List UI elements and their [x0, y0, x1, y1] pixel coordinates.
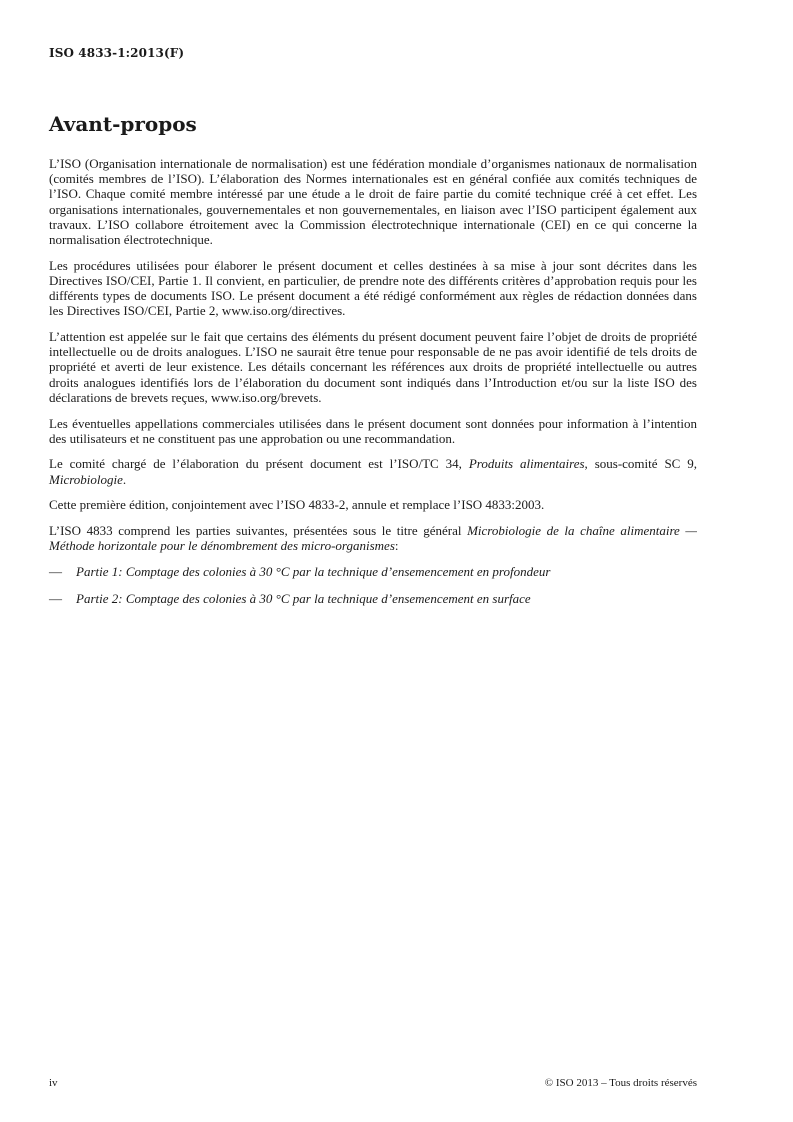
document-id: ISO 4833-1:2013(F) — [49, 46, 185, 60]
list-item — [49, 564, 697, 579]
committee-text: Le comité chargé de l’élaboration du présent document est l’ISO/TC 34, — [49, 456, 469, 472]
paragraph-4: Les éventuelles appellations commerciales utilisées dans le présent document sont données pour information à l’intention des utilisateurs et ne constituent pas une approbation ou une recommandation. — [49, 415, 697, 446]
parts-intro-text: L’ISO 4833 comprend les parties suivantes, présentées sous le titre général — [49, 523, 468, 539]
paragraph-5 — [49, 456, 697, 486]
page-title: Avant-propos — [49, 112, 197, 136]
part-title: Partie 2: Comptage des colonies à 30 °C par la technique d’ensemencement en surface — [76, 591, 531, 607]
paragraph-6: Cette première édition, conjointement avec l’ISO 4833-2, annule et remplace l’ISO 4833:2003. — [49, 497, 545, 513]
page-footer — [49, 1077, 697, 1089]
paragraph-2: Les procédures utilisées pour élaborer le présent document et celles destinées à sa mise à jour sont décrites dans les Directives ISO/CEI, Partie 1. Il convient, en particulier, de prendre note des différents critères d’approbation requis pour les différents types de documents ISO. Le présent document a été rédigé conformément aux règles de rédaction données dans les Directives ISO/CEI, Partie 2, www.iso.org/directives. — [49, 257, 697, 319]
parts-intro-text: : — [394, 538, 399, 554]
committee-text: , sous-comité SC 9, — [584, 456, 698, 472]
committee-name: Produits alimentaires — [468, 456, 585, 472]
foreword-body — [49, 156, 697, 618]
paragraph-1: L’ISO (Organisation internationale de normalisation) est une fédération mondiale d’organismes nationaux de normalisation (comités membres de l’ISO). L’élaboration des Normes internationales est en général confiée aux comités techniques de l’ISO. Chaque comité membre intéressé par une étude a le droit de faire partie du comité technique créé à cet effet. Les organisations internationales, gouvernementales et non gouvernementales, en liaison avec l’ISO participent également aux travaux. L’ISO collabore étroitement avec la Commission électrotechnique internationale (CEI) en ce qui concerne la normalisation électrotechnique. — [49, 156, 697, 248]
paragraph-3: L’attention est appelée sur le fait que certains des éléments du présent document peuvent faire l’objet de droits de propriété intellectuelle ou de droits analogues. L’ISO ne saurait être tenue pour responsable de ne pas avoir identifié de tels droits de propriété et averti de leur existence. Les détails concernant les références aux droits de propriété intellectuelle ou autres droits analogues identifiés lors de l’élaboration du document sont indiqués dans l’Introduction et/ou sur la liste ISO des déclarations de brevets reçues, www.iso.org/brevets. — [49, 329, 697, 405]
dash-bullet: — — [49, 563, 62, 579]
paragraph-7 — [49, 523, 697, 553]
general-title: Microbiologie de la chaîne alimentaire — Méthode horizontale pour le dénombrement des micro-organismes — [49, 523, 697, 554]
page-number: iv — [49, 1077, 58, 1089]
list-item — [49, 591, 697, 606]
part-title: Partie 1: Comptage des colonies à 30 °C par la technique d’ensemencement en profondeur — [76, 563, 551, 579]
committee-text: . — [122, 471, 127, 487]
copyright-notice: © ISO 2013 – Tous droits réservés — [544, 1077, 697, 1089]
subcommittee-name: Microbiologie — [49, 471, 123, 487]
dash-bullet: — — [49, 591, 62, 607]
